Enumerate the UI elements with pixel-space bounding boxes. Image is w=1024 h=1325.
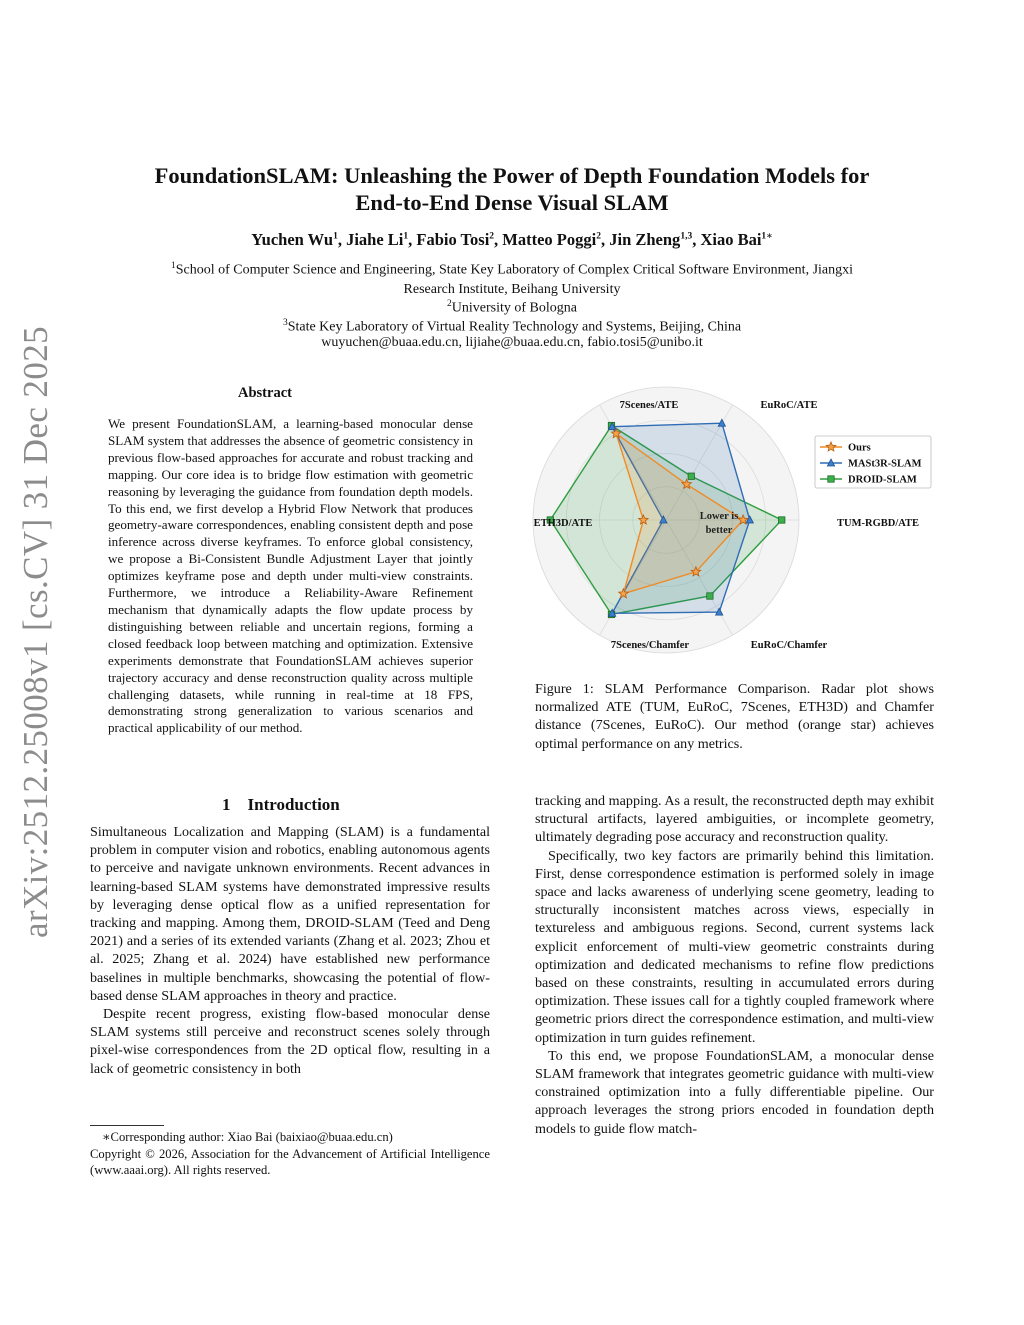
title-line-2: End-to-End Dense Visual SLAM bbox=[355, 190, 669, 215]
abstract-heading: Abstract bbox=[238, 385, 292, 401]
affiliation-1: $^1$School of Computer Science and Engineering, State Key Laboratory of Complex Critical Software Environment, Jiangxi Research Institute, Beihang University bbox=[170, 261, 854, 297]
section-heading-introduction: 1 Introduction bbox=[222, 795, 340, 814]
author: Yuchen Wu$^1$ bbox=[251, 230, 338, 249]
affiliation-2: $^2$University of Bologna bbox=[447, 299, 577, 316]
axis-label: 7Scenes/ATE bbox=[619, 400, 679, 411]
affiliation-3: $^3$State Key Laboratory of Virtual Reality Technology and Systems, Beijing, China bbox=[282, 318, 742, 335]
data-point-square bbox=[707, 593, 713, 599]
author: Fabio Tosi$^2$ bbox=[416, 230, 495, 249]
axis-label: EuRoC/Chamfer bbox=[750, 640, 828, 651]
data-point-square bbox=[828, 476, 834, 482]
author-emails: wuyuchen@buaa.edu.cn, lijiahe@buaa.edu.cn, fabio.tosi5@unibo.it bbox=[321, 335, 703, 350]
paragraph: Despite recent progress, existing flow-based monocular dense SLAM systems still perceive and reconstruct scenes solely through pixel-wise correspondences from the 2D optical flow, resulting in a lack of geometric consistency in both bbox=[90, 1006, 490, 1077]
radar-chart bbox=[530, 378, 940, 660]
legend-entry: MASt3R-SLAM bbox=[848, 458, 922, 470]
legend-entry: Ours bbox=[848, 442, 871, 454]
right-column-body bbox=[535, 792, 934, 1138]
paragraph: To this end, we propose FoundationSLAM, a monocular dense SLAM framework that integrates geometric guidance with multi-view constrained optimization into a fully differentiable pipeline. Our approach leverages the strong priors encoded in foundation depth models to guide flow match- bbox=[535, 1047, 934, 1137]
author: Xiao Bai$^{1∗}$ bbox=[700, 230, 773, 249]
author: Jin Zheng$^{1,3}$ bbox=[609, 230, 693, 249]
abstract-text: We present FoundationSLAM, a learning-based monocular dense SLAM system that addresses the absence of geometric consistency in previous flow-based approaches for accurate and robust tracking and mapping. Our core idea is to bridge flow estimation with geometric reasoning by leveraging the guidance from foundation depth models. To this end, we first develop a Hybrid Flow Network that produces geometry-aware correspondences, enabling consistent depth and pose inference across diverse keyframes. To enforce global consistency, we propose a Bi-Consistent Bundle Adjustment Layer that jointly optimizes keyframe pose and depth under multi-view constraints. Furthermore, we introduce a Reliability-Aware Refinement mechanism that dynamically adapts the flow update process by distinguishing between reliable and uncertain regions, forming a closed feedback loop between matching and optimization. Extensive experiments demonstrate that FoundationSLAM achieves superior trajectory accuracy and dense reconstruction quality across multiple challenging datasets, while running in real-time at 18 FPS, demonstrating strong generalization to various scenarios and practical applicability of our method. bbox=[108, 416, 473, 736]
figure-caption: Figure 1: SLAM Performance Comparison. Radar plot shows normalized ATE (TUM, EuRoC, 7Scenes, ETH3D) and Chamfer distance (7Scenes, EuRoC). Our method (orange star) achieves optimal performance on any metrics. bbox=[535, 681, 934, 752]
data-point-square bbox=[688, 473, 694, 479]
footnote-rule bbox=[90, 1125, 164, 1126]
title-line-1: FoundationSLAM: Unleashing the Power of Depth Foundation Models for bbox=[154, 163, 870, 188]
axis-label: TUM-RGBD/ATE bbox=[837, 518, 920, 529]
center-note: better bbox=[705, 525, 733, 536]
axis-label: 7Scenes/Chamfer bbox=[610, 640, 690, 651]
author: Matteo Poggi$^2$ bbox=[502, 230, 601, 249]
paragraph: Specifically, two key factors are primarily behind this limitation. First, dense correspondence estimation is performed solely in image space and lacks awareness of underlying scene geometry, leading to structurally inconsistent matches across views, especially in textureless and ambiguous regions. Second, current systems lack explicit enforcement of multi-view geometric constraints during optimization and dedicated mechanisms to refine flow predictions based on these constraints, resulting in accumulated errors during optimization. These issues call for a tightly coupled framework where geometric priors direct the correspondence estimation, and multi-view optimization in turn guides refinement. bbox=[535, 847, 934, 1046]
legend-entry: DROID-SLAM bbox=[848, 474, 917, 486]
author: Jiahe Li$^1$ bbox=[346, 230, 409, 249]
left-column-body bbox=[90, 823, 490, 1078]
axis-label: EuRoC/ATE bbox=[760, 400, 818, 411]
center-note: Lower is bbox=[699, 511, 739, 522]
paragraph: tracking and mapping. As a result, the reconstructed depth may exhibit structural artifacts, layered ambiguities, or incomplete geometry, ultimately degrading pose accuracy and reconstruction quality. bbox=[535, 793, 934, 846]
paper-title bbox=[90, 162, 934, 216]
data-point-square bbox=[779, 517, 785, 523]
author-list: Yuchen Wu$^1$, Jiahe Li$^1$, Fabio Tosi$^2$, Matteo Poggi$^2$, Jin Zheng$^{1,3}$, Xiao Bai$^{1∗}$ bbox=[251, 230, 773, 249]
paragraph: Simultaneous Localization and Mapping (SLAM) is a fundamental problem in computer vision and robotics, enabling autonomous agents to perceive and navigate unknown environments. Recent advances in learning-based SLAM systems have demonstrated impressive results by leveraging dense optical flow as a unified representation for tracking and mapping. Among them, DROID-SLAM (Teed and Deng 2021) and a series of its extended variants (Zhang et al. 2023; Zhou et al. 2025; Zhang et al. 2024) have established new performance baselines in multiple benchmarks, showcasing the potential of flow-based dense SLAM approaches in theory and practice. bbox=[90, 824, 490, 1004]
footnote: ∗Corresponding author: Xiao Bai (baixiao@buaa.edu.cn) Copyright © 2026, Association for the Advancement of Artificial Intelligence (www.aaai.org). All rights reserved. bbox=[90, 1130, 490, 1177]
arxiv-identifier: arXiv:2512.25008v1 [cs.CV] 31 Dec 2025 bbox=[16, 325, 55, 939]
axis-label: ETH3D/ATE bbox=[533, 518, 593, 529]
